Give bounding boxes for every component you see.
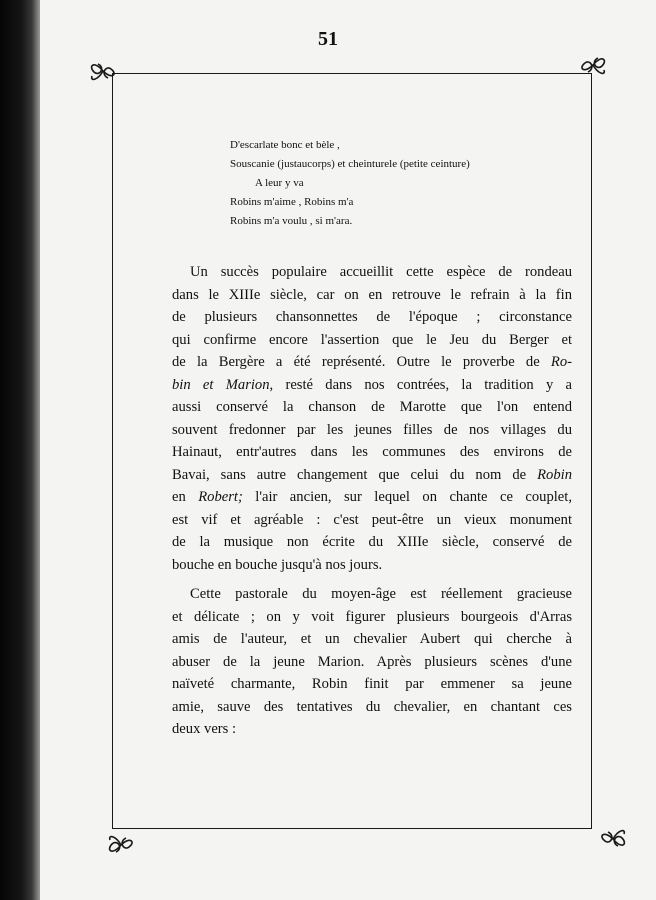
text-line: qui confirme encore l'assertion que le Jeu du Berger et — [172, 331, 572, 348]
text-line: aussi conservé la chanson de Marotte que l'on entend — [172, 399, 572, 415]
text-run: Bavai, sans autre changement que celui du nom de — [172, 466, 538, 483]
italic-text: Robert; — [198, 489, 243, 505]
corner-ornament-icon — [596, 822, 630, 856]
text-run: , resté dans nos contrées, la tradition y a — [269, 376, 572, 393]
text-line — [172, 351, 572, 374]
text-line: naïveté charmante, Robin finit par emmener sa jeune — [172, 676, 572, 692]
corner-ornament-icon — [104, 828, 138, 862]
corner-ornament-icon — [576, 48, 610, 82]
verse-line: Robins m'a voulu , si m'ara. — [230, 215, 353, 227]
page-number: 51 — [318, 28, 338, 50]
verse-line: Robins m'aime , Robins m'a — [230, 196, 354, 208]
text-line: amie, sauve des tentatives du chevalier, en chantant ces — [172, 698, 572, 715]
text-line: de la musique non écrite du XIIIe siècle, conservé de — [172, 534, 572, 550]
verse-line: Souscanie (justaucorps) et cheinturele (petite ceinture) — [230, 158, 470, 170]
text-line: deux vers : — [172, 721, 237, 737]
corner-ornament-icon — [86, 54, 120, 88]
italic-text: Ro- — [550, 354, 572, 370]
text-line — [172, 464, 572, 487]
text-line: abuser de la jeune Marion. Après plusieurs scènes d'une — [172, 653, 572, 670]
text-line: souvent fredonner par les jeunes filles de nos villages du — [172, 421, 572, 438]
text-line: Cette pastorale du moyen-âge est réellement gracieuse — [190, 586, 572, 602]
book-binding-shadow — [0, 0, 40, 900]
verse-block — [230, 136, 590, 231]
text-line: et délicate ; on y voit figurer plusieurs bourgeois d'Arras — [172, 608, 572, 625]
text-line: Un succès populaire accueillit cette espèce de rondeau — [190, 264, 572, 280]
text-line: Hainaut, entr'autres dans les communes des environs de — [172, 444, 572, 460]
paragraph-1 — [172, 261, 572, 576]
text-line — [172, 486, 572, 509]
text-line: bouche en bouche jusqu'à nos jours. — [172, 556, 383, 573]
text-line — [172, 374, 572, 397]
text-run: de la Bergère a été représenté. Outre le proverbe de — [172, 354, 551, 370]
paragraph-2 — [172, 583, 572, 741]
text-run: en — [172, 489, 199, 505]
verse-line: D'escarlate bonc et bèle , — [230, 139, 340, 151]
italic-text: Robin — [537, 466, 572, 483]
italic-text: bin et Marion — [172, 376, 270, 393]
text-run: l'air ancien, sur lequel on chante ce couplet, — [242, 489, 572, 505]
text-line: dans le XIIIe siècle, car on en retrouve le refrain à la fin — [172, 286, 572, 303]
text-line: est vif et agréable : c'est peut-être un vieux monument — [172, 511, 572, 528]
verse-line: A leur y va — [255, 177, 304, 189]
text-line: amis de l'auteur, et un chevalier Aubert qui cherche à — [172, 631, 572, 647]
text-line: de plusieurs chansonnettes de l'époque ; circonstance — [172, 309, 572, 325]
